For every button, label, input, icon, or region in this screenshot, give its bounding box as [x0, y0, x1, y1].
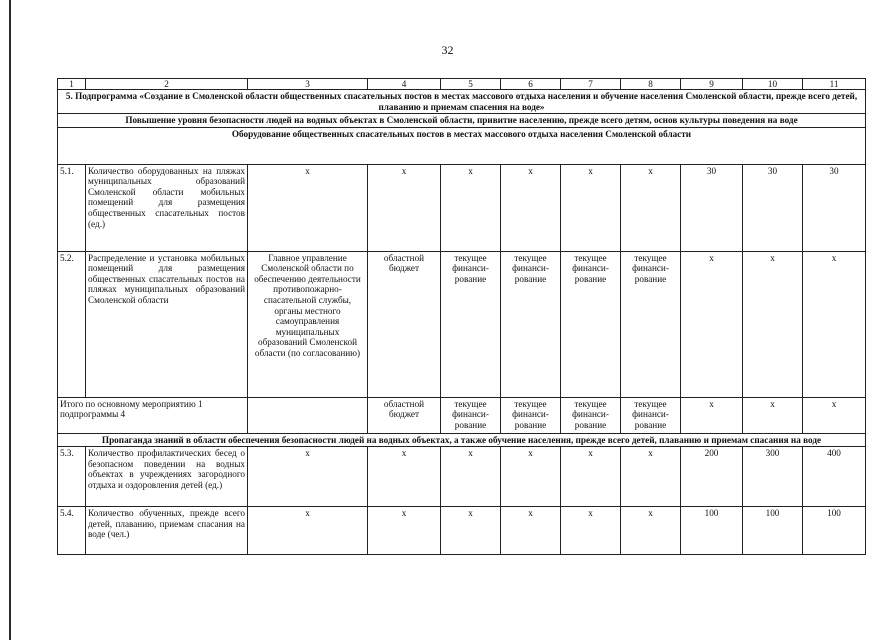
- column-number: 2: [86, 79, 248, 90]
- funding-cell: текущее финанси-рование: [441, 397, 501, 433]
- row-number: 5.2.: [58, 251, 86, 397]
- indicator-name: Количество оборудованных на пляжах муниципальных образований Смоленской области мобильных помещений для размещения общественных спасательных постов (ед.): [86, 164, 248, 251]
- funding-cell: х: [441, 447, 501, 507]
- funding-cell: текущее финанси-рование: [501, 251, 561, 397]
- funding-cell: текущее финанси-рование: [621, 397, 681, 433]
- indicator-value: х: [681, 397, 743, 433]
- task-row: [58, 127, 866, 164]
- responsible-cell: х: [248, 507, 368, 555]
- indicator-value: 200: [681, 447, 743, 507]
- row-number: 5.3.: [58, 447, 86, 507]
- column-number: 5: [441, 79, 501, 90]
- total-row: [58, 397, 866, 433]
- responsible-cell: Главное управление Смоленской области по обеспечению деятельности противопожарно-спасательной службы, органы местного самоуправления муниципальных образований Смоленской области (по согласованию): [248, 251, 368, 397]
- indicator-name: Количество профилактических бесед о безопасном поведении на водных объектах в учреждениях загородного отдыха и оздоровления детей (ед.): [86, 447, 248, 507]
- indicator-value: 30: [803, 164, 866, 251]
- funding-cell: х: [621, 447, 681, 507]
- column-number: 10: [743, 79, 803, 90]
- subprogram-title: 5. Подпрограмма «Создание в Смоленской области общественных спасательных постов в местах массового отдыха населения и обучение населения Смоленской области, прежде всего детей, плаванию и приемам спасения на воде»: [58, 90, 866, 114]
- column-number: 7: [561, 79, 621, 90]
- indicator-value: 100: [803, 507, 866, 555]
- funding-cell: х: [501, 507, 561, 555]
- funding-cell: текущее финанси-рование: [561, 251, 621, 397]
- column-number: 3: [248, 79, 368, 90]
- funding-cell: х: [501, 164, 561, 251]
- funding-cell: текущее финанси-рование: [621, 251, 681, 397]
- table-row: [58, 164, 866, 251]
- subprogram-goal: Повышение уровня безопасности людей на водных объектах в Смоленской области, привитие населению, прежде всего детям, основ культуры поведения на воде: [58, 114, 866, 128]
- indicator-value: 100: [681, 507, 743, 555]
- column-number-row: [58, 79, 866, 90]
- subprogram-table: [57, 78, 866, 555]
- row-number: 5.4.: [58, 507, 86, 555]
- indicator-value: х: [803, 251, 866, 397]
- funding-cell: х: [501, 447, 561, 507]
- funding-source-cell: областной бюджет: [368, 251, 441, 397]
- task-row: [58, 433, 866, 447]
- funding-cell: х: [621, 507, 681, 555]
- indicator-name: Количество обученных, прежде всего детей, плаванию, приемам спасания на воде (чел.): [86, 507, 248, 555]
- indicator-value: 30: [743, 164, 803, 251]
- total-label: Итого по основному мероприятию 1 подпрограммы 4: [58, 397, 248, 433]
- table-row: [58, 251, 866, 397]
- funding-source-cell: областной бюджет: [368, 397, 441, 433]
- indicator-value: 300: [743, 447, 803, 507]
- task-heading-equipment: Оборудование общественных спасательных постов в местах массового отдыха населения Смоленской области: [58, 127, 866, 164]
- funding-cell: текущее финанси-рование: [561, 397, 621, 433]
- funding-cell: х: [561, 507, 621, 555]
- indicator-value: х: [803, 397, 866, 433]
- funding-cell: х: [621, 164, 681, 251]
- page-edge-line: [9, 0, 11, 640]
- column-number: 1: [58, 79, 86, 90]
- funding-cell: х: [441, 507, 501, 555]
- indicator-value: х: [743, 397, 803, 433]
- table-row: [58, 507, 866, 555]
- goal-row: [58, 114, 866, 128]
- subprogram-title-row: [58, 90, 866, 114]
- table-row: [58, 447, 866, 507]
- task-heading-training: Пропаганда знаний в области обеспечения безопасности людей на водных объектах, а также обучение населения, прежде всего детей, плаванию и приемам спасания на воде: [58, 433, 866, 447]
- indicator-value: х: [681, 251, 743, 397]
- indicator-value: 100: [743, 507, 803, 555]
- funding-cell: текущее финанси-рование: [501, 397, 561, 433]
- indicator-value: 400: [803, 447, 866, 507]
- funding-source-cell: х: [368, 507, 441, 555]
- column-number: 9: [681, 79, 743, 90]
- indicator-value: 30: [681, 164, 743, 251]
- responsible-cell: х: [248, 447, 368, 507]
- indicator-value: х: [743, 251, 803, 397]
- funding-cell: х: [561, 164, 621, 251]
- row-number: 5.1.: [58, 164, 86, 251]
- responsible-cell: [248, 397, 368, 433]
- funding-cell: х: [561, 447, 621, 507]
- activity-name: Распределение и установка мобильных помещений для размещения общественных спасательных постов на пляжах муниципальных образований Смоленской области: [86, 251, 248, 397]
- column-number: 11: [803, 79, 866, 90]
- funding-source-cell: х: [368, 164, 441, 251]
- column-number: 4: [368, 79, 441, 90]
- funding-source-cell: х: [368, 447, 441, 507]
- responsible-cell: х: [248, 164, 368, 251]
- funding-cell: текущее финанси-рование: [441, 251, 501, 397]
- column-number: 8: [621, 79, 681, 90]
- page-number: 32: [441, 43, 454, 57]
- funding-cell: х: [441, 164, 501, 251]
- column-number: 6: [501, 79, 561, 90]
